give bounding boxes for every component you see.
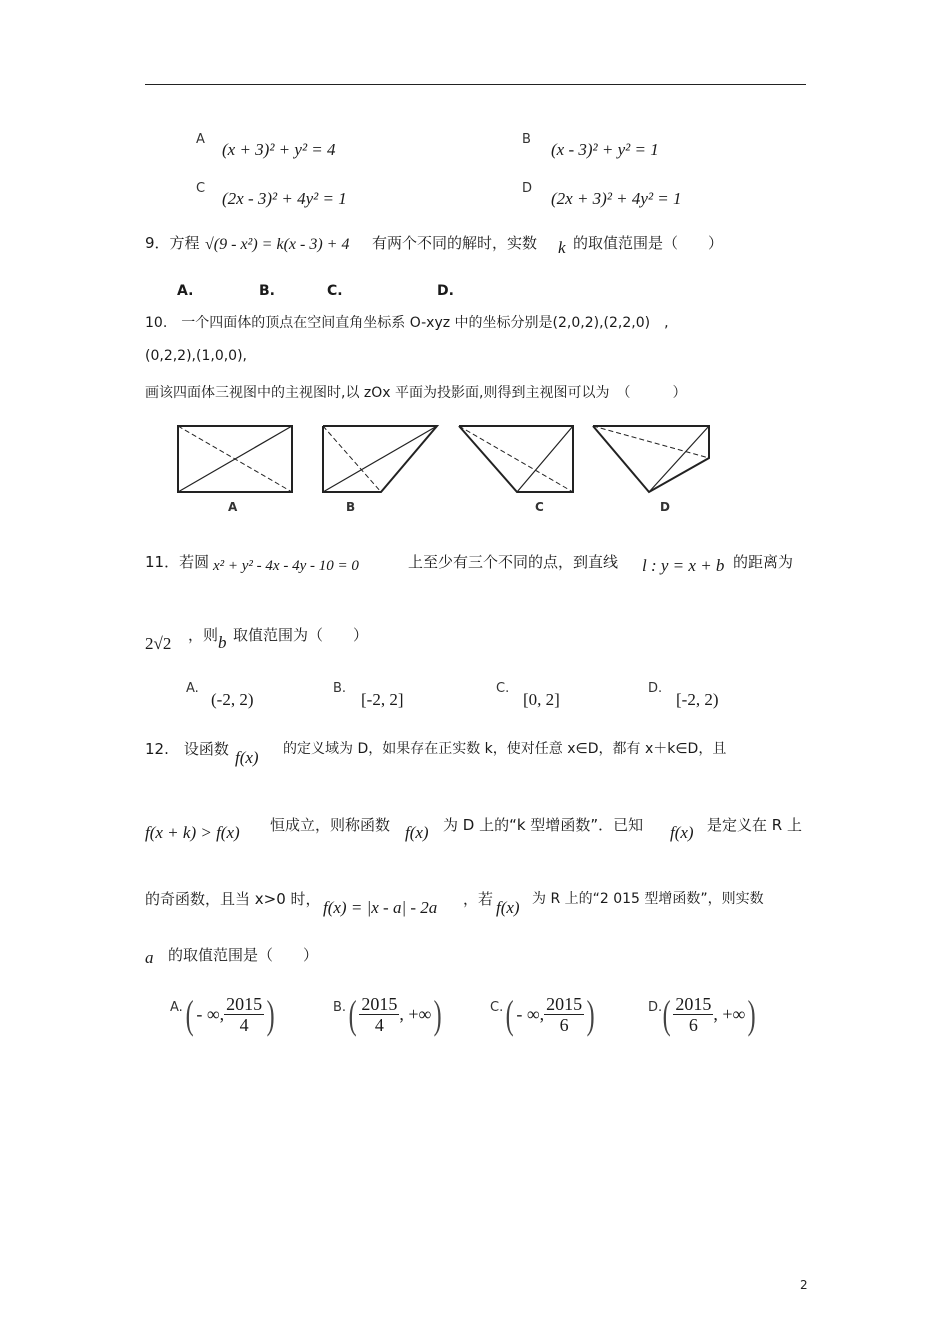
paren-left-icon: ( bbox=[505, 991, 514, 1037]
q12-fx-4: f(x) bbox=[496, 898, 520, 917]
q9-option-d: D. bbox=[437, 283, 454, 299]
q8-option-b-label: B bbox=[522, 132, 531, 147]
q12-definition: f(x) = |x - a| - 2a bbox=[323, 898, 438, 917]
q12-option-b: ( $\frac{2015}{4}$ , +∞) bbox=[348, 991, 442, 1037]
q11-option-a: (-2, 2) bbox=[211, 690, 254, 709]
q11-text3: 取值范围为（ ） bbox=[233, 626, 369, 644]
header-rule bbox=[145, 84, 806, 85]
page-number: 2 bbox=[800, 1278, 808, 1292]
q10-fig-label-b: B bbox=[346, 500, 356, 514]
q11-option-a-label: A. bbox=[186, 681, 199, 696]
q9-equation: √(9 - x²) = k(x - 3) + 4 bbox=[205, 236, 350, 253]
q11-var-b: b bbox=[218, 633, 227, 652]
q12-option-a: ( - ∞, $\frac{2015}{4}$ ) bbox=[185, 991, 275, 1037]
q12-text8: 的取值范围是（ ） bbox=[168, 946, 319, 964]
q10-fig-label-c: C bbox=[535, 500, 544, 514]
q9-option-b: B. bbox=[259, 283, 275, 299]
q12-text6: ，若 bbox=[463, 890, 494, 908]
q12-var-a: a bbox=[145, 948, 154, 967]
q12-fx-2: f(x) bbox=[405, 823, 429, 842]
q10-line2: (0,2,2),(1,0,0), bbox=[145, 348, 247, 364]
q9-number: 9．方程 bbox=[145, 234, 200, 252]
q8-option-a-label: A bbox=[196, 132, 205, 147]
q10-line1: 10. 一个四面体的顶点在空间直角坐标系 O-xyz 中的坐标分别是(2,0,2),(2,2,0) , bbox=[145, 315, 669, 331]
q9-var-k: k bbox=[558, 238, 566, 257]
q12-text7: 为 R 上的“2 015 型增函数”，则实数 bbox=[532, 891, 764, 907]
q12-option-d: ( $\frac{2015}{6}$ , +∞) bbox=[662, 991, 756, 1037]
q11-option-d: [-2, 2) bbox=[676, 690, 719, 709]
q11-text2: ，则 bbox=[188, 626, 219, 644]
q8-option-d-expr: (2x + 3)² + 4y² = 1 bbox=[551, 189, 682, 208]
q9-text-end: 的取值范围是（ ） bbox=[573, 234, 724, 252]
q12-option-c: ( - ∞, $\frac{2015}{6}$ ) bbox=[505, 991, 595, 1037]
q10-view-c bbox=[459, 426, 573, 492]
q11-option-b: [-2, 2] bbox=[361, 690, 404, 709]
q12-number: 12. 设函数 bbox=[145, 740, 229, 758]
q10-view-d bbox=[593, 426, 709, 492]
q12-fx-3: f(x) bbox=[670, 823, 694, 842]
q12-text4: 是定义在 R 上 bbox=[707, 816, 802, 834]
paren-left-icon: ( bbox=[662, 991, 671, 1037]
q12-text1: 的定义域为 D，如果存在正实数 k，使对任意 x∈D，都有 x＋k∈D，且 bbox=[283, 741, 727, 757]
q8-option-b-expr: (x - 3)² + y² = 1 bbox=[551, 140, 659, 159]
q8-option-c-label: C bbox=[196, 181, 206, 196]
q10-fig-label-d: D bbox=[660, 500, 670, 514]
q11-option-c: [0, 2] bbox=[523, 690, 560, 709]
q10-line3: 画该四面体三视图中的主视图时,以 zOx 平面为投影面,则得到主视图可以为 （ ） bbox=[145, 385, 687, 401]
q11-option-b-label: B. bbox=[333, 681, 347, 696]
q12-fx-1: f(x) bbox=[235, 748, 259, 767]
q12-option-a-label: A. bbox=[170, 1000, 183, 1015]
q10-fig-label-a: A bbox=[228, 500, 238, 514]
q12-text2: 恒成立，则称函数 bbox=[270, 816, 391, 834]
q12-inequality: f(x + k) > f(x) bbox=[145, 823, 240, 842]
paren-right-icon: ) bbox=[586, 991, 595, 1037]
q12-option-b-label: B. bbox=[333, 1000, 347, 1015]
q9-option-a: A. bbox=[177, 283, 194, 299]
paren-left-icon: ( bbox=[185, 991, 194, 1037]
q10-views-figure bbox=[175, 422, 720, 497]
q12-text5: 的奇函数，且当 x>0 时， bbox=[145, 890, 321, 908]
paren-right-icon: ) bbox=[747, 991, 756, 1037]
q11-circle-eq: x² + y² - 4x - 4y - 10 = 0 bbox=[213, 558, 359, 574]
paren-right-icon: ) bbox=[433, 991, 442, 1037]
q9-option-c: C. bbox=[327, 283, 343, 299]
paren-left-icon: ( bbox=[348, 991, 357, 1037]
q11-text-mid: 上至少有三个不同的点，到直线 bbox=[408, 553, 619, 571]
q12-text3: 为 D 上的“k 型增函数”．已知 bbox=[443, 816, 644, 834]
q9-text: 有两个不同的解时，实数 bbox=[372, 234, 538, 252]
paren-right-icon: ) bbox=[266, 991, 275, 1037]
q11-number: 11．若圆 bbox=[145, 553, 210, 571]
q12-option-c-label: C. bbox=[490, 1000, 504, 1015]
q10-view-b bbox=[323, 426, 437, 492]
q8-option-a-expr: (x + 3)² + y² = 4 bbox=[222, 140, 336, 159]
q11-distance: 2√2 bbox=[145, 634, 172, 653]
q11-option-d-label: D. bbox=[648, 681, 663, 696]
q8-option-d-label: D bbox=[522, 181, 533, 196]
q11-text-end: 的距离为 bbox=[733, 553, 794, 571]
q11-option-c-label: C. bbox=[496, 681, 510, 696]
q12-option-d-label: D. bbox=[648, 1000, 663, 1015]
q11-line-eq: l : y = x + b bbox=[642, 556, 725, 575]
q10-view-a bbox=[178, 426, 292, 492]
q8-option-c-expr: (2x - 3)² + 4y² = 1 bbox=[222, 189, 347, 208]
